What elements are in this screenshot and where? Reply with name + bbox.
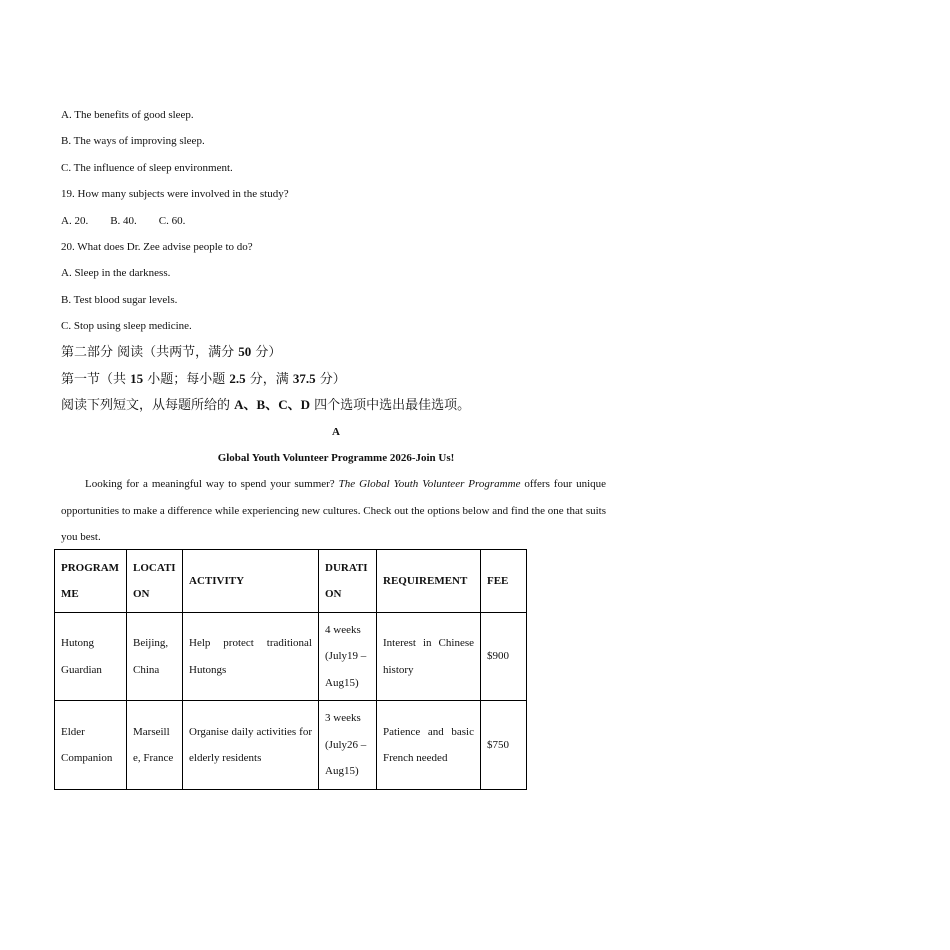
q20-option-c: C. Stop using sleep medicine. [61,320,192,332]
header-location: LOCATION [127,550,183,613]
cell-programme: Elder Companion [55,701,127,790]
q20-option-a: A. Sleep in the darkness. [61,267,171,279]
table-header-row [55,550,527,613]
cell-duration: 3 weeks (July26 – Aug15) [319,701,377,790]
header-programme: PROGRAMME [55,550,127,613]
cell-activity: Organise daily activities for elderly residents [183,701,319,790]
q18-option-c: C. The influence of sleep environment. [61,162,233,174]
header-requirement: REQUIREMENT [377,550,481,613]
q18-option-a: A. The benefits of good sleep. [61,109,194,121]
cell-requirement: Patience and basic French needed [377,701,481,790]
cell-location: Beijing, China [127,613,183,701]
reading-instructions: 阅读下列短文，从每题所给的 A、B、C、D 四个选项中选出最佳选项。 [61,397,471,413]
q19-options [61,214,207,228]
passage-intro: Looking for a meaningful way to spend your summer? The Global Youth Volunteer Programme offers four unique opportunities to make a difference while experiencing new cultures. Check out the options below and find the one that suits you best. [61,478,607,543]
header-activity: ACTIVITY [183,550,319,613]
passage-title: Global Youth Volunteer Programme 2026-Join Us! [217,452,455,464]
part-two-heading: 第二部分 阅读（共两节，满分 50 分） [61,344,282,360]
cell-fee: $900 [481,613,527,701]
passage-letter: A [332,426,340,438]
table-row [55,701,527,790]
q18-option-b: B. The ways of improving sleep. [61,135,205,147]
q20-stem: 20. What does Dr. Zee advise people to do? [61,241,253,253]
q20-option-b: B. Test blood sugar levels. [61,294,178,306]
cell-fee: $750 [481,701,527,790]
cell-requirement: Interest in Chinese history [377,613,481,701]
q19-option-c: C. 60. [158,215,186,227]
section-one-heading: 第一节（共 15 小题；每小题 2.5 分，满 37.5 分） [61,371,346,387]
table-row [55,613,527,701]
q19-stem: 19. How many subjects were involved in the study? [61,188,289,200]
cell-activity: Help protect traditional Hutongs [183,613,319,701]
header-fee: FEE [481,550,527,613]
cell-location: Marseille, France [127,701,183,790]
cell-duration: 4 weeks (July19 – Aug15) [319,613,377,701]
cell-programme: Hutong Guardian [55,613,127,701]
q19-option-a: A. 20. [61,215,89,227]
q19-option-b: B. 40. [110,215,137,227]
programme-table [54,549,527,790]
header-duration: DURATION [319,550,377,613]
